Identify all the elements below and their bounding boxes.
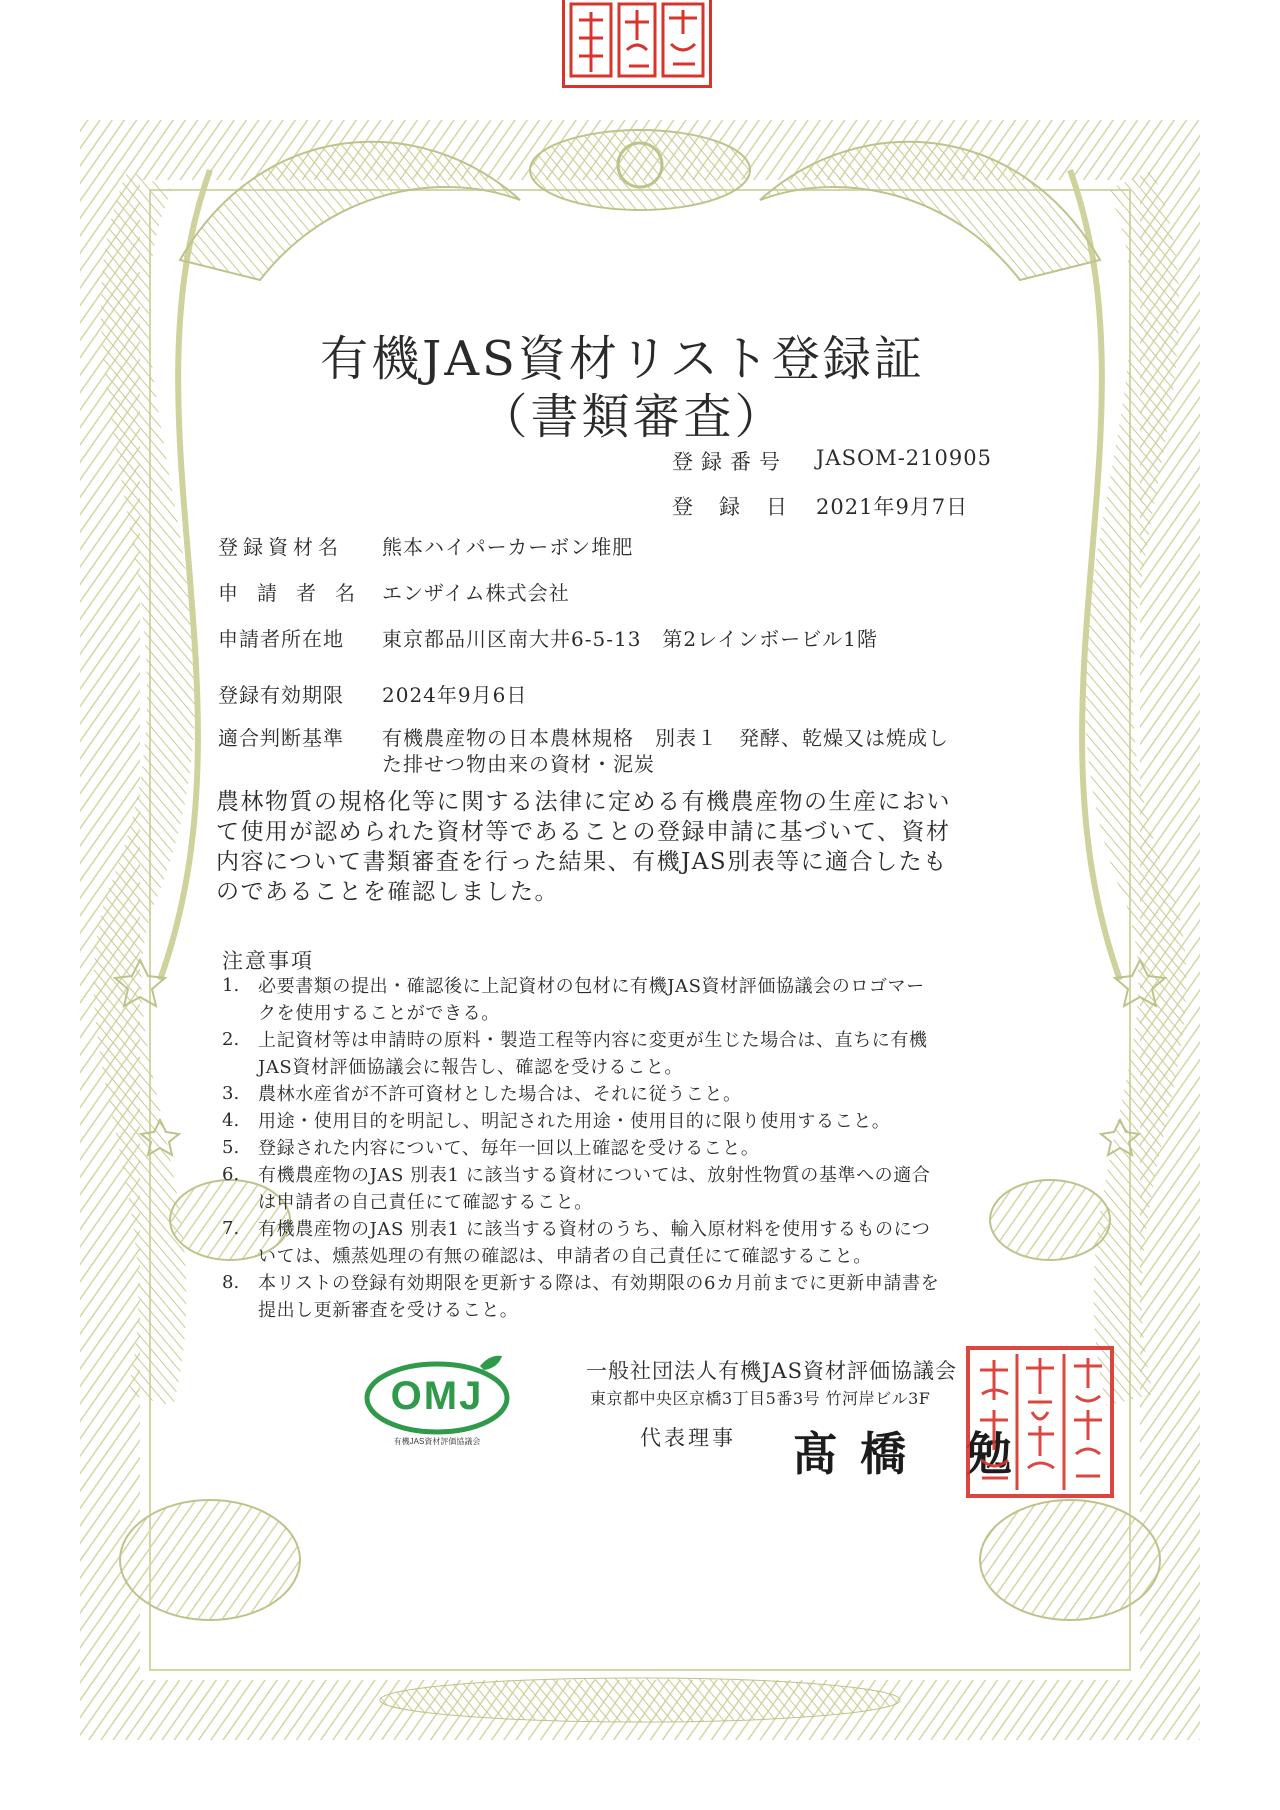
notice-number: 8.	[222, 1272, 240, 1293]
notice-line: 登録された内容について、毎年一回以上確認を受けること。	[258, 1138, 760, 1159]
notice-item	[222, 1162, 1062, 1216]
notice-text	[248, 1270, 939, 1324]
issuer-representative-name: 髙橋 勉	[792, 1427, 1035, 1481]
notice-line: 上記資材等は申請時の原料・製造工程等内容に変更が生じた場合は、直ちに有機	[258, 1030, 928, 1051]
notice-line: 用途・使用目的を明記し、明記された用途・使用目的に限り使用すること。	[258, 1111, 891, 1132]
notice-line: は申請者の自己責任にて確認すること。	[258, 1192, 593, 1213]
field-label-expiry: 登録有効期限	[218, 683, 344, 707]
notice-number: 5.	[222, 1137, 240, 1158]
registration-number-value: JASOM-210905	[816, 446, 992, 470]
field-label-criteria: 適合判断基準	[218, 726, 344, 750]
notice-text	[248, 1108, 890, 1135]
omj-logo	[358, 1352, 516, 1452]
notice-text	[248, 1135, 759, 1162]
omj-logo-text: OMJ	[390, 1374, 484, 1418]
registration-date-value: 2021年9月7日	[816, 495, 969, 519]
issuer-representative-title: 代表理事	[640, 1426, 736, 1450]
notice-number: 2.	[222, 1029, 240, 1050]
registration-date-label: 登録日	[672, 495, 813, 519]
notice-line: クを使用することができる。	[258, 1003, 500, 1024]
certification-text	[216, 787, 1036, 907]
notice-text	[248, 1162, 930, 1216]
notice-line: JAS資材評価協議会に報告し、確認を受けること。	[258, 1057, 683, 1078]
field-value-criteria-line2: た排せつ物由来の資材・泥炭	[382, 752, 655, 776]
page-subtitle: （書類審査）	[479, 389, 786, 445]
field-value-criteria-line1: 有機農産物の日本農林規格 別表１ 発酵、乾燥又は焼成し	[382, 726, 949, 750]
seal-stamp-icon	[970, 1350, 1110, 1494]
notice-number: 7.	[222, 1218, 240, 1239]
notice-text	[248, 1216, 930, 1270]
notices-title: 注意事項	[222, 949, 314, 973]
field-value-applicant: エンザイム株式会社	[382, 581, 570, 605]
field-label-material: 登録資材名	[218, 535, 343, 559]
registration-number-label: 登録番号	[672, 450, 788, 474]
notice-number: 3.	[222, 1083, 240, 1104]
notice-number: 6.	[222, 1164, 240, 1185]
issuer-organization: 一般社団法人有機JAS資材評価協議会	[586, 1359, 957, 1383]
field-label-address: 申請者所在地	[218, 627, 344, 651]
certification-line: て使用が認められた資材等であることの登録申請に基づいて、資材	[216, 819, 951, 845]
notice-line: 提出し更新審査を受けること。	[258, 1300, 519, 1321]
field-label-applicant: 申請者名	[218, 581, 374, 605]
certification-line: 内容について書類審査を行った結果、有機JAS別表等に適合したも	[216, 849, 948, 875]
omj-logo-subtext: 有機JAS資材評価協議会	[393, 1437, 481, 1446]
notices-list	[222, 973, 1062, 1324]
certification-line: のであることを確認しました。	[216, 879, 559, 905]
notice-item	[222, 1135, 1062, 1162]
notice-text	[248, 973, 925, 1027]
page-title: 有機JAS資材リスト登録証	[320, 331, 925, 387]
field-value-material: 熊本ハイパーカーボン堆肥	[382, 535, 634, 559]
certification-line: 農林物質の規格化等に関する法律に定める有機農産物の生産におい	[216, 789, 951, 815]
notice-line: 農林水産省が不許可資材とした場合は、それに従うこと。	[258, 1084, 742, 1105]
field-value-address: 東京都品川区南大井6-5-13 第2レインボービル1階	[382, 627, 878, 651]
notice-item	[222, 1270, 1062, 1324]
notice-item	[222, 1108, 1062, 1135]
notice-line: 本リストの登録有効期限を更新する際は、有効期限の6カ月前までに更新申請書を	[258, 1273, 940, 1294]
notice-text	[248, 1081, 742, 1108]
notice-text	[248, 1027, 928, 1081]
notice-line: 必要書類の提出・確認後に上記資材の包材に有機JAS資材評価協議会のロゴマー	[258, 976, 925, 997]
notice-item	[222, 1027, 1062, 1081]
field-value-expiry: 2024年9月6日	[382, 683, 528, 707]
official-seal	[966, 1346, 1114, 1498]
notice-number: 1.	[222, 975, 240, 996]
issuer-address: 東京都中央区京橋3丁目5番3号 竹河岸ビル3F	[590, 1389, 931, 1408]
seal-stamp-icon	[565, 0, 709, 85]
notice-number: 4.	[222, 1110, 240, 1131]
top-seal	[562, 0, 712, 88]
notice-item	[222, 1081, 1062, 1108]
notice-line: いては、燻蒸処理の有無の確認は、申請者の自己責任にて確認すること。	[258, 1246, 872, 1267]
notice-line: 有機農産物のJAS 別表1 に該当する資材については、放射性物質の基準への適合	[258, 1165, 931, 1186]
notice-line: 有機農産物のJAS 別表1 に該当する資材のうち、輸入原材料を使用するものにつ	[258, 1219, 931, 1240]
notice-item	[222, 973, 1062, 1027]
notice-item	[222, 1216, 1062, 1270]
